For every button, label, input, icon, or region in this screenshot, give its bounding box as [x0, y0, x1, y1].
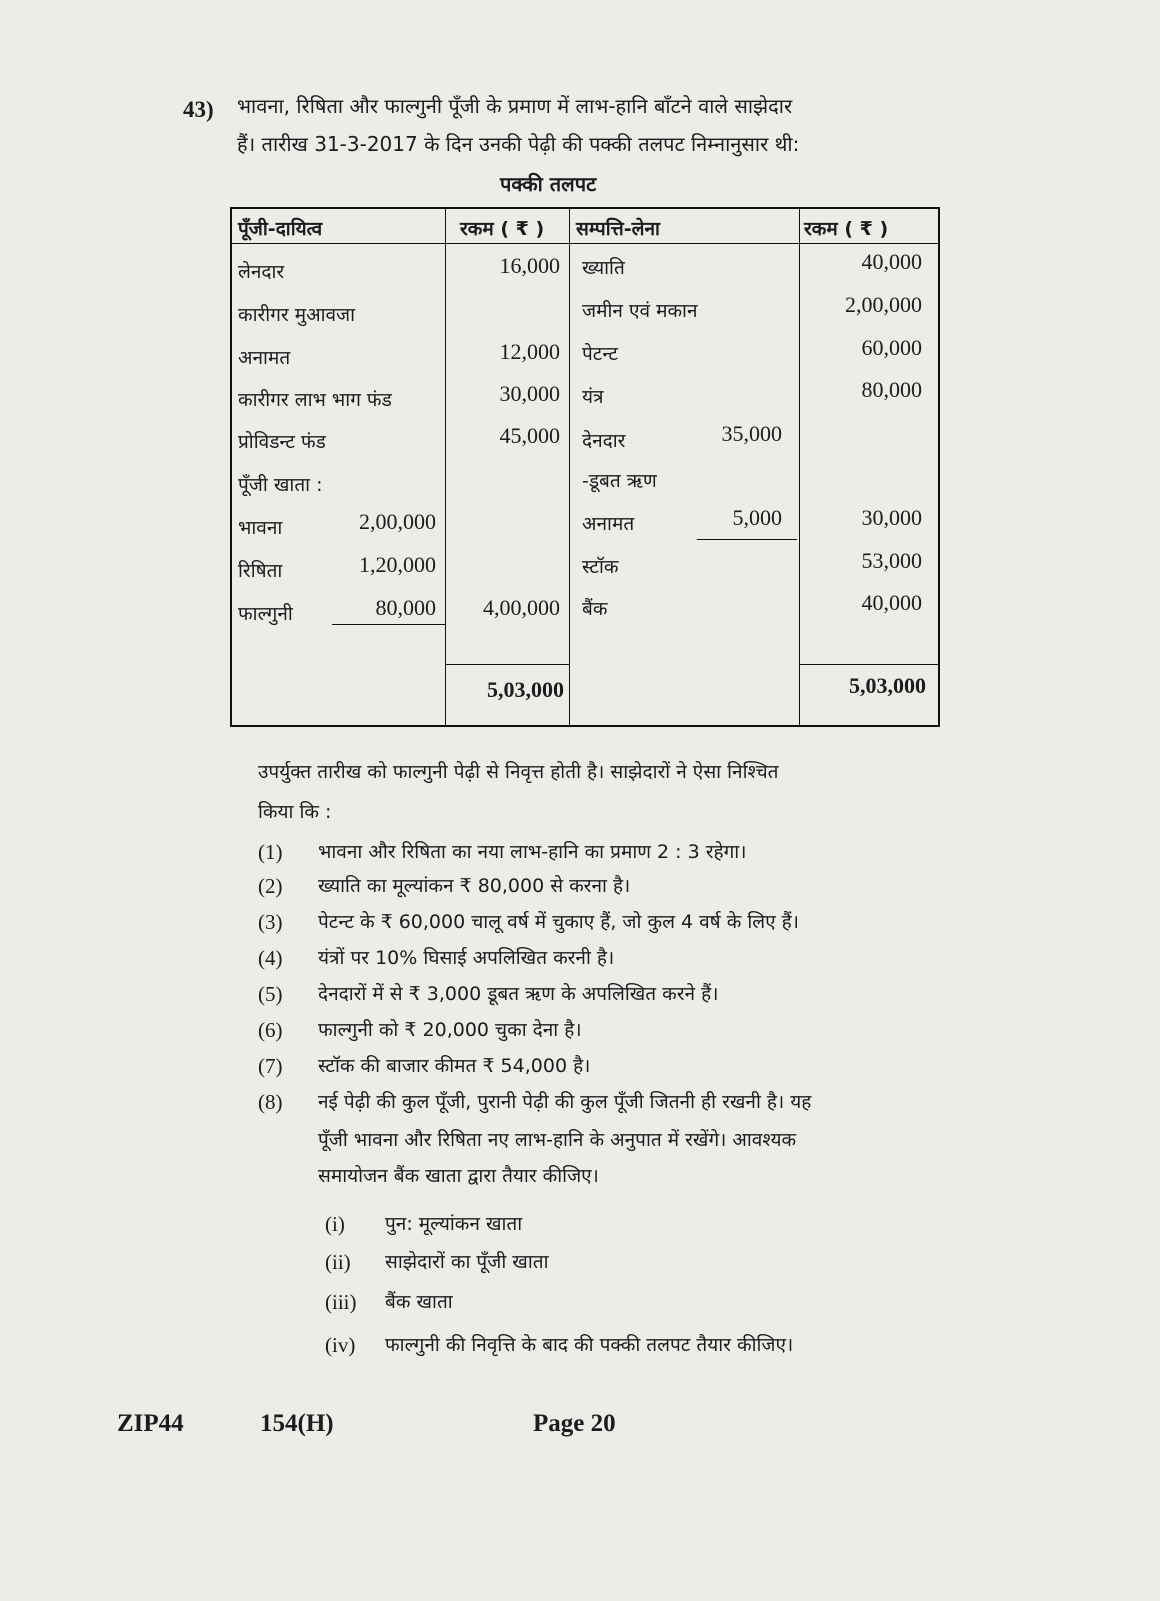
asset-label: ख्याति [582, 257, 625, 279]
header-amount-left: रकम ( ₹ ) [460, 218, 545, 240]
total-rule-right [799, 664, 938, 665]
item-text: फाल्गुनी को ₹ 20,000 चुका देना है। [318, 1019, 582, 1041]
asset-amount: 40,000 [861, 249, 922, 274]
col-divider [445, 209, 446, 725]
asset-amount: 80,000 [861, 377, 922, 402]
capital-partner-name: फाल्गुनी [238, 603, 293, 625]
asset-label: यंत्र [582, 386, 604, 408]
item-number: (6) [258, 1018, 283, 1042]
item-number: (5) [258, 982, 283, 1006]
item-number: (1) [258, 840, 283, 864]
capital-partner-name: रिषिता [238, 560, 283, 582]
asset-label: स्टॉक [582, 556, 619, 578]
item-number: (3) [258, 910, 283, 934]
capital-partner-value: 80,000 [375, 595, 436, 620]
header-amount-right: रकम ( ₹ ) [804, 218, 889, 240]
col-divider [799, 209, 800, 725]
asset-label: पेटन्ट [582, 343, 618, 365]
item-number: (2) [258, 874, 283, 898]
question-text-line-1: भावना, रिषिता और फाल्गुनी पूँजी के प्रमाण में लाभ-हानि बाँटने वाले साझेदार [237, 94, 793, 118]
sub-item-text: बैंक खाता [385, 1291, 453, 1313]
item-text: पेटन्ट के ₹ 60,000 चालू वर्ष में चुकाए हैं, जो कुल 4 वर्ष के लिए हैं। [318, 911, 799, 933]
footer-page-number: Page 20 [533, 1410, 616, 1437]
footer-code: ZIP44 [117, 1410, 184, 1437]
sub-item-number: (iii) [325, 1290, 357, 1314]
sub-item-number: (iv) [325, 1333, 356, 1357]
debtors-gross: 35,000 [721, 421, 782, 446]
total-rule-left [445, 664, 569, 665]
liability-label: पूँजी खाता : [238, 474, 323, 496]
capital-partner-value: 2,00,000 [359, 509, 436, 534]
item-number: (8) [258, 1090, 283, 1114]
instructions-intro-2: किया कि : [258, 801, 332, 823]
sub-item-text: साझेदारों का पूँजी खाता [385, 1251, 549, 1273]
item-number: (4) [258, 946, 283, 970]
liability-label: अनामत [238, 347, 291, 369]
liability-amount: 30,000 [499, 381, 560, 406]
item-text: ख्याति का मूल्यांकन ₹ 80,000 से करना है। [318, 875, 631, 897]
sub-item-number: (ii) [325, 1250, 351, 1274]
liability-amount: 12,000 [499, 339, 560, 364]
reserve-value: 5,000 [732, 505, 782, 530]
item-number: (7) [258, 1054, 283, 1078]
liability-amount: 45,000 [499, 423, 560, 448]
asset-amount: 40,000 [861, 590, 922, 615]
bad-debts-label: -डूबत ऋण [582, 470, 657, 492]
sub-item-number: (i) [325, 1212, 345, 1236]
item-text: देनदारों में से ₹ 3,000 डूबत ऋण के अपलिखित करने हैं। [318, 983, 719, 1005]
liability-label: कारीगर मुआवजा [238, 304, 356, 326]
instructions-intro-1: उपर्युक्त तारीख को फाल्गुनी पेढ़ी से निवृत्त होती है। साझेदारों ने ऐसा निश्चित [258, 761, 779, 783]
liability-label: लेनदार [238, 261, 285, 283]
asset-label: बैंक [582, 598, 608, 620]
debtors-net: 30,000 [861, 505, 922, 530]
debtors-label: देनदार [582, 430, 626, 452]
asset-amount: 60,000 [861, 335, 922, 360]
header-liabilities: पूँजी-दायित्व [238, 218, 323, 240]
reserve-label: अनामत [582, 513, 635, 535]
total-assets: 5,03,000 [849, 673, 926, 698]
sub-item-text: पुन: मूल्यांकन खाता [385, 1213, 523, 1235]
asset-label: जमीन एवं मकान [582, 300, 698, 322]
asset-amount: 53,000 [861, 548, 922, 573]
question-text-line-2: हैं। तारीख 31-3-2017 के दिन उनकी पेढ़ी की पक्की तलपट निम्नानुसार थी: [237, 132, 800, 156]
capital-sum-rule [332, 624, 445, 625]
balance-sheet-caption: पक्की तलपट [500, 172, 597, 196]
header-divider [232, 243, 938, 244]
capital-partner-name: भावना [238, 517, 283, 539]
question-number: 43) [183, 97, 214, 122]
capital-total: 4,00,000 [483, 595, 560, 620]
liability-label: कारीगर लाभ भाग फंड [238, 389, 392, 411]
item-text: स्टॉक की बाजार कीमत ₹ 54,000 है। [318, 1055, 591, 1077]
liability-amount: 16,000 [499, 253, 560, 278]
total-liabilities: 5,03,000 [487, 677, 564, 702]
asset-amount: 2,00,000 [845, 292, 922, 317]
item-text: नई पेढ़ी की कुल पूँजी, पुरानी पेढ़ी की कुल पूँजी जितनी ही रखनी है। यह [318, 1091, 812, 1113]
sub-item-text: फाल्गुनी की निवृत्ति के बाद की पक्की तलपट तैयार कीजिए। [385, 1334, 794, 1356]
footer-paper: 154(H) [260, 1410, 334, 1437]
item-8-line-2: पूँजी भावना और रिषिता नए लाभ-हानि के अनुपात में रखेंगे। आवश्यक [318, 1129, 797, 1151]
liability-label: प्रोविडन्ट फंड [238, 431, 326, 453]
balance-sheet-table [230, 207, 940, 727]
item-text: यंत्रों पर 10% घिसाई अपलिखित करनी है। [318, 947, 615, 969]
capital-partner-value: 1,20,000 [359, 552, 436, 577]
item-text: भावना और रिषिता का नया लाभ-हानि का प्रमाण 2 : 3 रहेगा। [318, 841, 747, 863]
header-assets: सम्पत्ति-लेना [576, 218, 660, 240]
debtors-sum-rule [697, 539, 797, 540]
item-8-line-3: समायोजन बैंक खाता द्वारा तैयार कीजिए। [318, 1165, 599, 1187]
col-divider [569, 209, 570, 725]
